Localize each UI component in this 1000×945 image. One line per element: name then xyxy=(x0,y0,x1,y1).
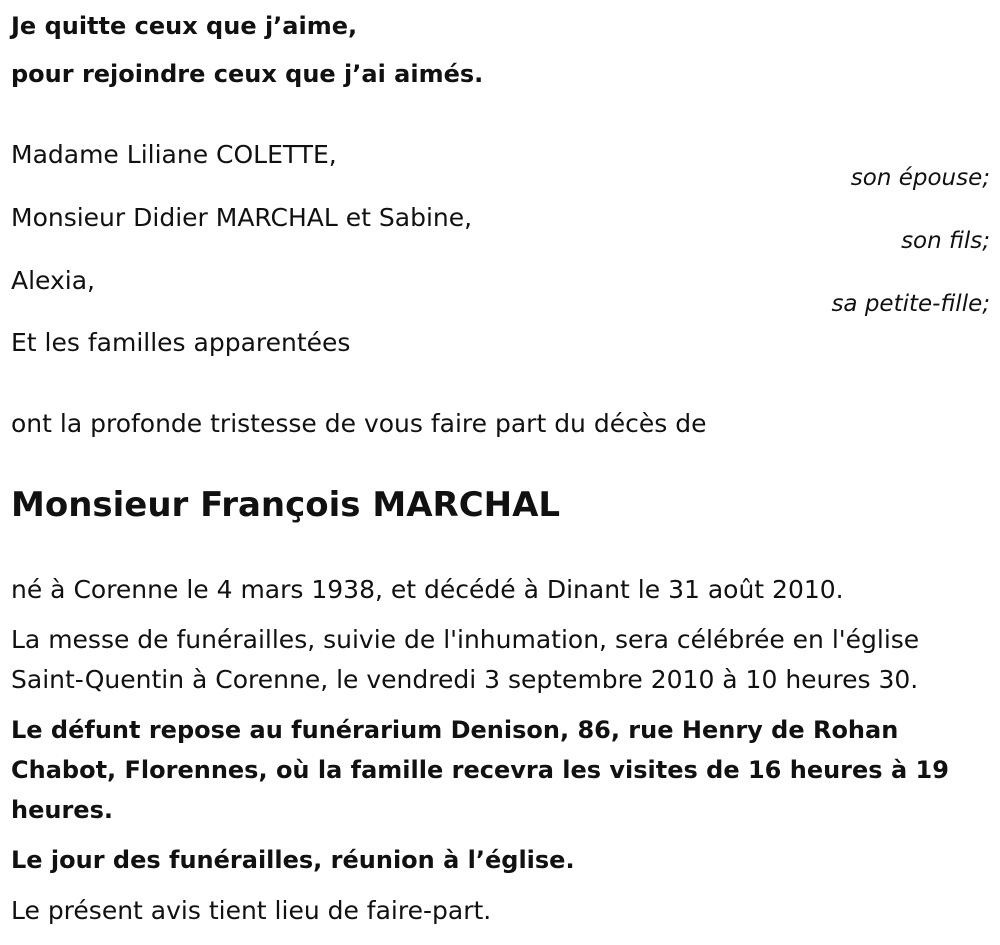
birth-death-details: né à Corenne le 4 mars 1938, et décédé à Dinant le 31 août 2010. xyxy=(11,575,844,604)
family-member-relation: son fils; xyxy=(901,228,990,254)
family-member-name: Alexia, xyxy=(11,266,95,295)
funeral-details-line-2: Saint-Quentin à Corenne, le vendredi 3 septembre 2010 à 10 heures 30. xyxy=(11,665,919,694)
announcement: ont la profonde tristesse de vous faire part du décès de xyxy=(11,409,707,438)
family-member-relation: sa petite-fille; xyxy=(831,291,990,317)
repose-details-line-1: Le défunt repose au funérarium Denison, 86, rue Henry de Rohan xyxy=(11,716,899,744)
epigraph-line-2: pour rejoindre ceux que j’ai aimés. xyxy=(11,60,484,88)
funeral-details-line-1: La messe de funérailles, suivie de l'inhumation, sera célébrée en l'église xyxy=(11,625,920,654)
deceased-name: Monsieur François MARCHAL xyxy=(11,485,561,525)
epigraph-line-1: Je quitte ceux que j’aime, xyxy=(11,12,358,40)
family-member-relation: son épouse; xyxy=(850,165,990,191)
repose-details-line-3: heures. xyxy=(11,796,113,824)
family-member-name: Monsieur Didier MARCHAL et Sabine, xyxy=(11,203,473,232)
notice-note: Le présent avis tient lieu de faire-part. xyxy=(11,896,492,925)
family-extra: Et les familles apparentées xyxy=(11,328,351,357)
meeting-note: Le jour des funérailles, réunion à l’église. xyxy=(11,846,575,874)
repose-details-line-2: Chabot, Florennes, où la famille recevra les visites de 16 heures à 19 xyxy=(11,756,949,784)
family-member-name: Madame Liliane COLETTE, xyxy=(11,140,337,169)
